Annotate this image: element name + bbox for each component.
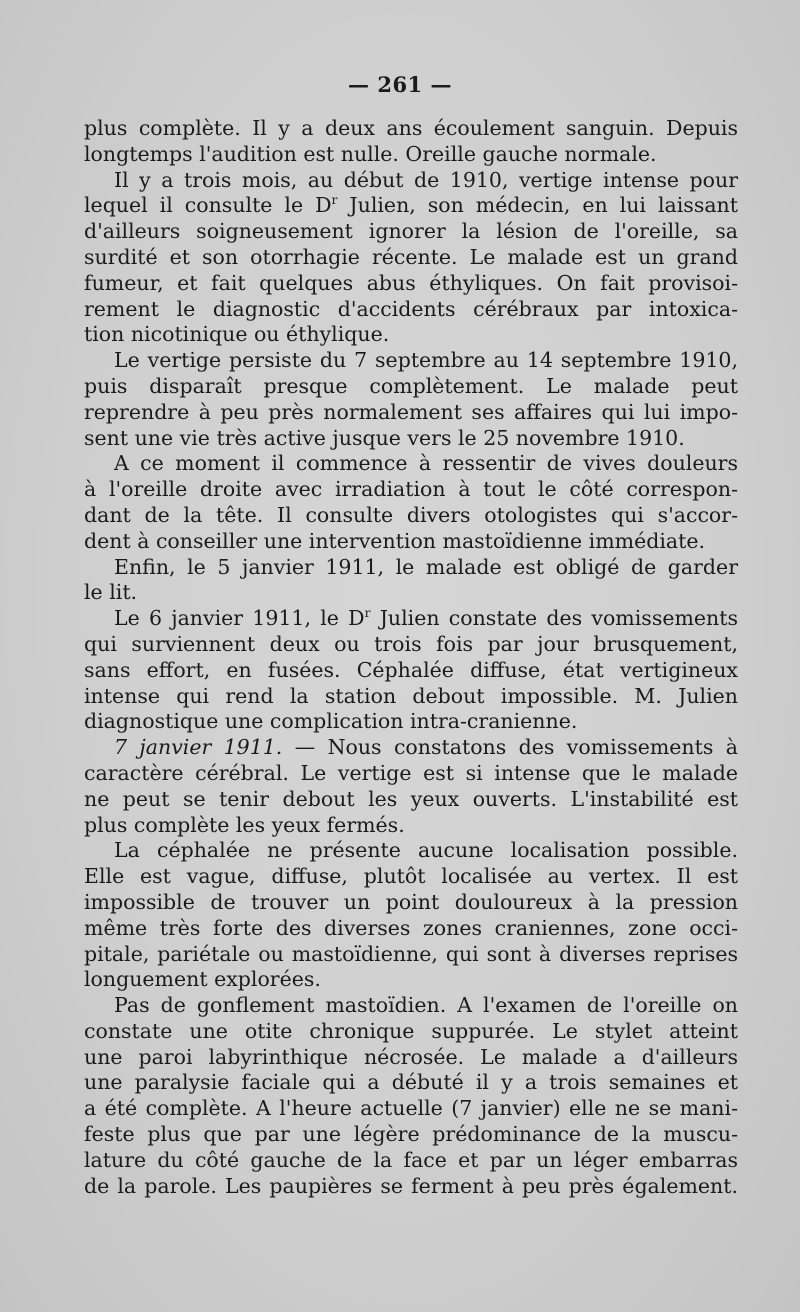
text-line: longtemps l'audition est nulle. Oreille gauche normale. <box>84 141 657 166</box>
text-line: une paralysie faciale qui a débuté il y a trois semaines et <box>84 1070 738 1095</box>
text-line: plus complète. Il y a deux ans écoulement sanguin. Depuis <box>84 116 738 140</box>
text-line: d'ailleurs soigneusement ignorer la lésion de l'oreille, sa <box>84 219 738 244</box>
text-line: fumeur, et fait quelques abus éthyliques. On fait provisoi- <box>84 270 738 295</box>
text-line: dant de la tête. Il consulte divers otologistes qui s'accor- <box>84 502 738 527</box>
text-line <box>84 193 738 219</box>
superscript: r <box>364 606 371 621</box>
text-line: constate une otite chronique suppurée. Le stylet atteint <box>84 1018 738 1043</box>
text-line: feste plus que par une légère prédominance de la muscu- <box>84 1122 738 1147</box>
text-line: pitale, pariétale ou mastoïdienne, qui sont à diverses reprises <box>84 941 738 966</box>
text-line: intense qui rend la station debout impossible. M. Julien <box>84 683 738 708</box>
text-line: Pas de gonflement mastoïdien. A l'examen de l'oreille on <box>114 993 738 1018</box>
text-line: Il y a trois mois, au début de 1910, vertige intense pour <box>114 167 738 192</box>
text-line: longuement explorées. <box>84 967 321 992</box>
text-line: impossible de trouver un point douloureux à la pression <box>84 889 738 914</box>
text-line <box>84 735 738 761</box>
text-line: même très forte des diverses zones craniennes, zone occi- <box>84 915 738 940</box>
text-line: La céphalée ne présente aucune localisation possible. <box>114 838 738 863</box>
text-line: puis disparaît presque complètement. Le malade peut <box>84 373 738 398</box>
text-line: à l'oreille droite avec irradiation à tout le côté correspon- <box>84 477 738 502</box>
text-line: caractère cérébral. Le vertige est si intense que le malade <box>84 760 738 785</box>
text-line: diagnostique une complication intra-cranienne. <box>84 709 578 734</box>
superscript: r <box>331 193 338 208</box>
text-line: Le vertige persiste du 7 septembre au 14 septembre 1910, <box>114 348 738 373</box>
body-text <box>84 116 738 1199</box>
text-line: rement le diagnostic d'accidents cérébraux par intoxica- <box>84 296 738 321</box>
text-line: lature du côté gauche de la face et par un léger embarras <box>84 1147 738 1172</box>
text-line: de la parole. Les paupières se ferment à peu près également. <box>84 1173 738 1198</box>
text-fragment: — Nous constatons des vomissements à <box>282 735 738 760</box>
text-line: A ce moment il commence à ressentir de vives douleurs <box>114 451 738 476</box>
text-line: plus complète les yeux fermés. <box>84 812 405 837</box>
text-line: sans effort, en fusées. Céphalée diffuse, état vertigineux <box>84 657 738 682</box>
page-number: — 261 — <box>348 72 452 97</box>
text-line: Elle est vague, diffuse, plutôt localisée au vertex. Il est <box>84 864 738 889</box>
text-line: ne peut se tenir debout les yeux ouverts. L'instabilité est <box>84 786 738 811</box>
text-line: tion nicotinique ou éthylique. <box>84 322 390 347</box>
text-line: Enfin, le 5 janvier 1911, le malade est obligé de garder <box>114 554 738 579</box>
text-line <box>84 606 738 632</box>
text-fragment: Le 6 janvier 1911, le D <box>114 606 365 631</box>
text-fragment: lequel il consulte le D <box>84 193 332 218</box>
italic-date: 7 janvier 1911. <box>114 735 283 760</box>
text-line: dent à conseiller une intervention mastoïdienne immédiate. <box>84 528 706 553</box>
text-line: reprendre à peu près normalement ses affaires qui lui impo- <box>84 399 738 424</box>
text-line: surdité et son otorrhagie récente. Le malade est un grand <box>84 244 738 269</box>
text-line: qui surviennent deux ou trois fois par jour brusquement, <box>84 631 738 656</box>
text-fragment: Julien constate des vomissements <box>370 606 739 631</box>
text-line: sent une vie très active jusque vers le 25 novembre 1910. <box>84 425 685 450</box>
text-line: le lit. <box>84 580 138 605</box>
text-fragment: Julien, son médecin, en lui laissant <box>337 193 738 218</box>
text-line: une paroi labyrinthique nécrosée. Le malade a d'ailleurs <box>84 1044 738 1069</box>
text-line: a été complète. A l'heure actuelle (7 janvier) elle ne se mani- <box>84 1096 738 1121</box>
